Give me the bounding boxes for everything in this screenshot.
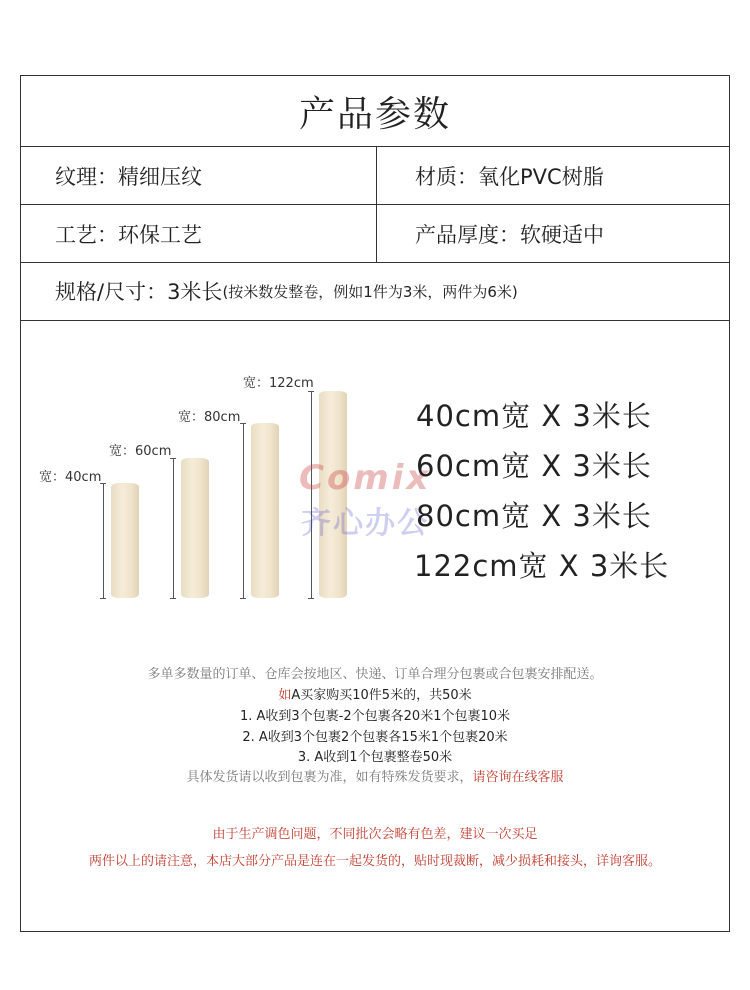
page-title: 产品参数 bbox=[298, 93, 451, 135]
measure-line bbox=[243, 423, 244, 598]
example-text: A买家购买10件5米的，共50米 bbox=[291, 688, 472, 703]
parameter-table bbox=[20, 75, 730, 932]
roll-40 bbox=[111, 483, 139, 598]
measure-line bbox=[103, 483, 104, 598]
size-line-122: 122cm宽 X 3米长 bbox=[414, 549, 670, 583]
color-notice: 由于生产调色问题，不同批次会略有色差，建议一次买足 bbox=[212, 827, 538, 842]
column-divider bbox=[376, 146, 377, 262]
measure-tick bbox=[100, 598, 106, 599]
size-line-60: 60cm宽 X 3米长 bbox=[416, 449, 652, 483]
material-param: 材质：氧化PVC树脂 bbox=[415, 164, 604, 189]
contact-link[interactable]: 请咨询在线客服 bbox=[472, 770, 564, 785]
roll-80 bbox=[251, 423, 279, 598]
watermark-logo bbox=[299, 458, 431, 542]
shipping-case-3: 3. A收到1个包裹整卷50米 bbox=[297, 750, 453, 765]
shipping-example bbox=[21, 684, 729, 703]
shipping-case-1: 1. A收到3个包裹-2个包裹各20米1个包裹10米 bbox=[239, 709, 511, 724]
roll-width-label: 宽：60cm bbox=[109, 444, 172, 459]
roll-60 bbox=[181, 458, 209, 598]
process-param: 工艺：环保工艺 bbox=[55, 222, 202, 247]
spec-row bbox=[55, 262, 518, 320]
spec-note: (按米数发整卷，例如1件为3米，两件为6米) bbox=[222, 282, 518, 301]
shipping-line: 多单多数量的订单、仓库会按地区、快递、订单合理分包裹或合包裹安排配送。 bbox=[147, 667, 603, 682]
shipping-basis bbox=[21, 766, 729, 785]
size-line-40: 40cm宽 X 3米长 bbox=[416, 399, 652, 433]
measure-tick bbox=[240, 423, 246, 424]
roll-width-label: 宽：40cm bbox=[39, 470, 102, 485]
joint-notice: 两件以上的请注意，本店大部分产品是连在一起发货的，贴时现裁断，减少损耗和接头，详询客服。 bbox=[88, 854, 661, 869]
measure-tick bbox=[170, 598, 176, 599]
measure-tick bbox=[308, 598, 314, 599]
measure-line bbox=[173, 458, 174, 598]
divider bbox=[21, 320, 729, 321]
watermark-name: 齐心办公 bbox=[301, 506, 430, 541]
thickness-param: 产品厚度：软硬适中 bbox=[415, 222, 604, 247]
roll-width-label: 宽：122cm bbox=[243, 376, 314, 391]
spec-label: 规格/尺寸：3米长 bbox=[55, 280, 223, 304]
size-line-80: 80cm宽 X 3米长 bbox=[416, 499, 652, 533]
example-prefix: 如 bbox=[278, 688, 292, 703]
texture-param: 纹理：精细压纹 bbox=[55, 164, 202, 189]
measure-tick bbox=[308, 391, 314, 392]
basis-text: 具体发货请以收到包裹为准，如有特殊发货要求， bbox=[186, 770, 473, 785]
measure-tick bbox=[240, 598, 246, 599]
shipping-case-2: 2. A收到3个包裹2个包裹各15米1个包裹20米 bbox=[242, 730, 508, 745]
roll-width-label: 宽：80cm bbox=[178, 410, 241, 425]
watermark-brand: Comix bbox=[299, 458, 432, 498]
